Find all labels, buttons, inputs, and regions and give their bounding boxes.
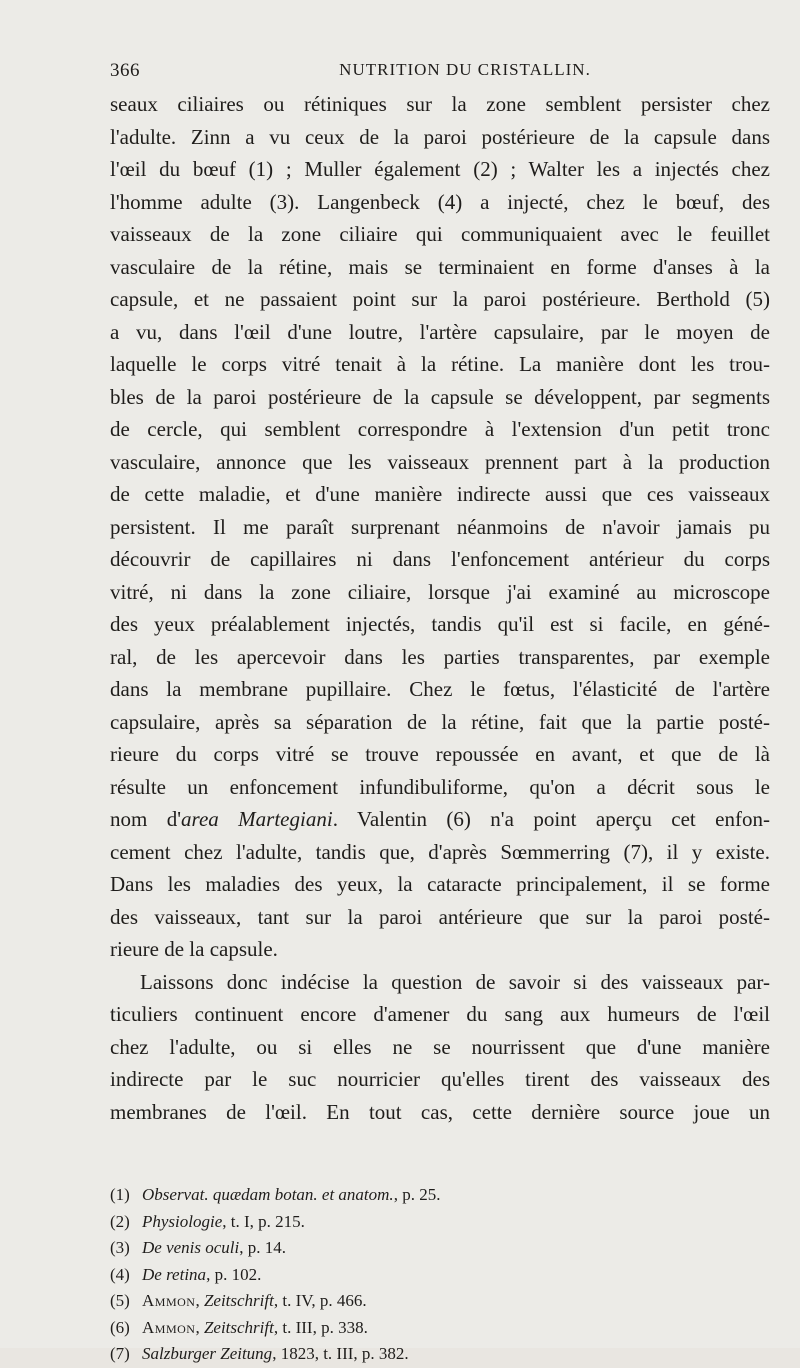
text-line: membranes de l'œil. En tout cas, cette dernière source joue un [110, 1099, 770, 1124]
footnote-author: Ammon [142, 1317, 196, 1337]
line-end: . Valentin (6) n'a point aperçu cet enfon- [332, 807, 770, 831]
text-line: seaux ciliaires ou rétiniques sur la zone semblent persister chez [110, 92, 770, 116]
body-text [110, 88, 770, 1128]
footnote-author: Ammon [142, 1291, 196, 1310]
footnote: (6) Ammon, Zeitschrift, t. III, p. 338. [110, 1317, 368, 1337]
footnote: (2) Physiologie, t. I, p. 215. [110, 1211, 305, 1231]
text-line: persistent. Il me paraît surprenant néanmoins de n'avoir jamais pu [110, 514, 770, 539]
page-number: 366 [110, 60, 140, 81]
text-line: cement chez l'adulte, tandis que, d'après Sœmmerring (7), il y existe. [110, 839, 770, 864]
footnote: (5) Ammon, Zeitschrift, t. IV, p. 466. [110, 1291, 367, 1310]
text-line: capsulaire, après sa séparation de la rétine, fait que la partie posté- [110, 709, 770, 734]
text-line: rieure du corps vitré se trouve repoussée en avant, et que de là [110, 742, 770, 766]
text-line: l'œil du bœuf (1) ; Muller également (2) ; Walter les a injectés chez [110, 157, 770, 181]
text-line: bles de la paroi postérieure de la capsule se développent, par segments [110, 384, 770, 409]
text-line: résulte un enfoncement infundibuliforme, qu'on a décrit sous le [110, 774, 770, 799]
page-header [110, 60, 780, 86]
text-line: l'homme adulte (3). Langenbeck (4) a injecté, chez le bœuf, des [110, 189, 770, 214]
footnote: (1) Observat. quædam botan. et anatom., p. 25. [110, 1185, 441, 1204]
text-line: a vu, dans l'œil d'une loutre, l'artère capsulaire, par le moyen de [110, 319, 770, 344]
text-line: Laissons donc indécise la question de savoir si des vaisseaux par- [140, 969, 770, 994]
text-line: vitré, ni dans la zone ciliaire, lorsque j'ai examiné au microscope [110, 579, 770, 604]
paragraph-2 [110, 966, 770, 1129]
text-line: vasculaire de la rétine, mais se terminaient en forme d'anses à la [110, 254, 770, 279]
text-line: vasculaire, annonce que les vaisseaux prennent part à la production [110, 449, 770, 474]
running-title: NUTRITION DU CRISTALLIN. [339, 60, 591, 79]
text-line: ral, de les apercevoir dans les parties transparentes, par exemple [110, 644, 770, 669]
text-line: de cercle, qui semblent correspondre à l'extension d'un petit tronc [110, 417, 770, 441]
footnotes [110, 1182, 770, 1368]
footnote: (4) De retina, p. 102. [110, 1264, 262, 1284]
paragraph-1 [110, 88, 770, 966]
line-start: nom d' [110, 807, 182, 831]
footnote: (7) Salzburger Zeitung, 1823, t. III, p. 382. [110, 1344, 409, 1363]
term-area-martegiani: area Martegiani [181, 807, 333, 831]
text-line: chez l'adulte, ou si elles ne se nourrissent que d'une manière [110, 1034, 770, 1059]
text-line: découvrir de capillaires ni dans l'enfoncement antérieur du corps [110, 547, 770, 571]
text-line: indirecte par le suc nourricier qu'elles tirent des vaisseaux des [110, 1067, 770, 1091]
text-line-area-martegiani [110, 803, 770, 836]
footnote: (3) De venis oculi, p. 14. [110, 1238, 286, 1257]
text-line: des vaisseaux, tant sur la paroi antérieure que sur la paroi posté- [110, 904, 770, 929]
text-line: laquelle le corps vitré tenait à la rétine. La manière dont les trou- [110, 352, 770, 376]
text-line: des yeux préalablement injectés, tandis qu'il est si facile, en géné- [110, 612, 770, 636]
text-line: vaisseaux de la zone ciliaire qui communiquaient avec le feuillet [110, 222, 770, 246]
text-line: dans la membrane pupillaire. Chez le fœtus, l'élasticité de l'artère [110, 677, 770, 701]
text-line: ticuliers continuent encore d'amener du sang aux humeurs de l'œil [110, 1002, 770, 1026]
text-line: capsule, et ne passaient point sur la paroi postérieure. Berthold (5) [110, 287, 770, 311]
text-line: Dans les maladies des yeux, la cataracte principalement, il se forme [110, 872, 770, 896]
text-line: de cette maladie, et d'une manière indirecte aussi que ces vaisseaux [110, 482, 770, 506]
text-line: rieure de la capsule. [110, 937, 278, 961]
text-line: l'adulte. Zinn a vu ceux de la paroi postérieure de la capsule dans [110, 124, 770, 149]
